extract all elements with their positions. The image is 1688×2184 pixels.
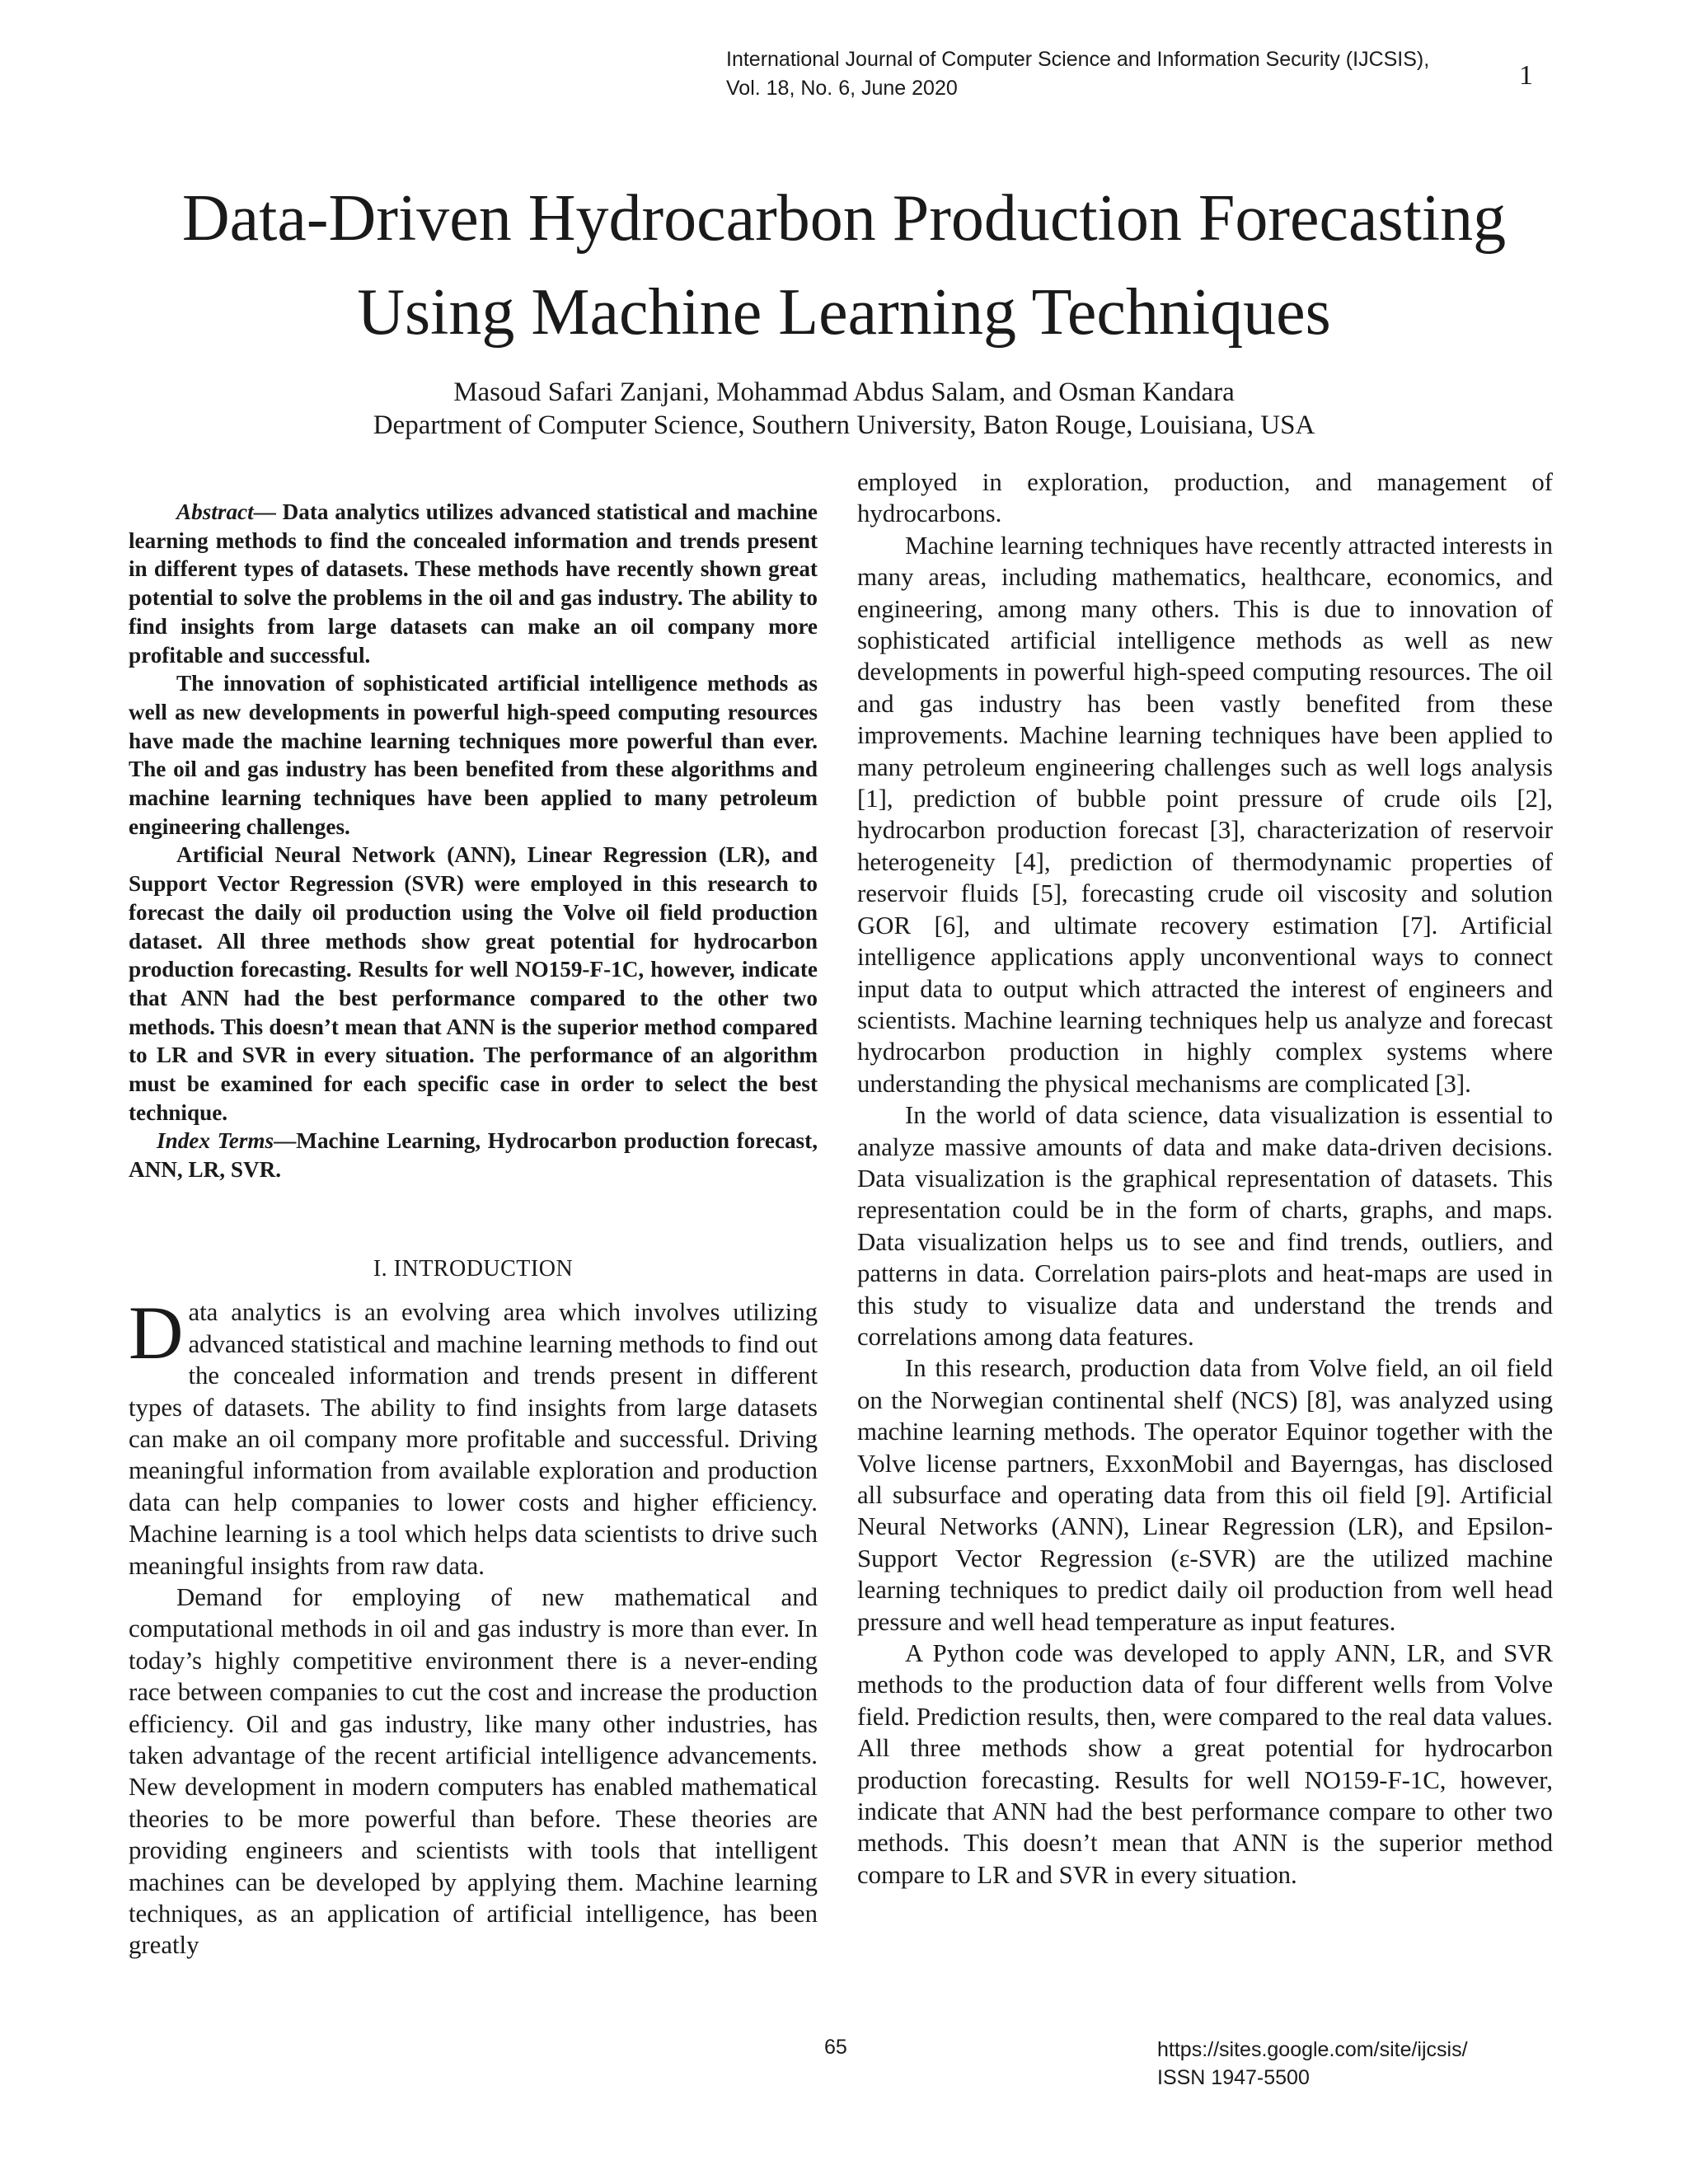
section-title-rest: NTRODUCTION (401, 1255, 574, 1282)
author-names: Masoud Safari Zanjani, Mohammad Abdus Salam, and Osman Kandara (453, 377, 1235, 407)
page-number: 1 (1519, 60, 1533, 91)
right-paragraph-1: Machine learning techniques have recently attracted interests in many areas, including mathematics, healthcare, economics, and engineering, among many others. This is due to innovation of sophisticated artificial intelligence methods as well as new developments in powerful high-speed computing resources. The oil and gas industry has been vastly benefited from these improvements. Machine learning techniques have been applied to many petroleum engineering challenges such as well logs analysis [1], prediction of bubble point pressure of crude oils [2], hydrocarbon production forecast [3], characterization of reservoir heterogeneity [4], prediction of thermodynamic properties of reservoir fluids [5], forecasting crude oil viscosity and solution GOR [6], and ultimate recovery estimation [7]. Artificial intelligence applications apply unconventional ways to connect input data to output which attracted the interest of engineers and scientists. Machine learning techniques help us analyze and forecast hydrocarbon production in highly complex systems where understanding the physical mechanisms are complicated [3]. (857, 531, 1553, 1098)
abstract-paragraph-1 (129, 498, 818, 669)
index-terms-text: —Machine Learning, Hydrocarbon production forecast, ANN, LR, SVR. (129, 1128, 818, 1183)
abstract-paragraph-3: Artificial Neural Network (ANN), Linear Regression (LR), and Support Vector Regression (SVR) were employed in this research to forecast the daily oil production using the Volve oil field production dataset. All three methods show great potential for hydrocarbon production forecasting. Results for well NO159-F-1C, however, indicate that ANN had the best performance compared to the other two methods. This doesn’t mean that ANN is the superior method compared to LR and SVR in every situation. The performance of an algorithm must be examined for each specific case in order to select the best technique. (129, 842, 818, 1125)
intro-paragraph-1 (129, 1291, 818, 1582)
abstract-label: Abstract (176, 499, 254, 524)
footer-info (1157, 2036, 1468, 2092)
journal-volume: Vol. 18, No. 6, June 2020 (726, 77, 958, 100)
abstract-text-1: — Data analytics utilizes advanced statistical and machine learning methods to find the concealed information and trends present in different types of datasets. These methods have recently shown great potential to solve the problems in the oil and gas industry. The ability to find insights from large datasets can make an oil company more profitable and successful. (129, 499, 818, 668)
right-paragraph-0: employed in exploration, production, and management of hydrocarbons. (857, 468, 1553, 528)
intro-text-1: ata analytics is an evolving area which involves utilizing advanced statistical and machine learning methods to find out the concealed information and trends present in different types of datasets. The ability to find insights from large datasets can make an oil company more profitable and successful. Driving meaningful information from available exploration and production data can help companies to lower costs and higher efficiency. Machine learning is a tool which helps data scientists to drive such meaningful insights from raw data. (129, 1298, 818, 1580)
abstract (129, 498, 818, 1184)
section-title (394, 1256, 574, 1282)
right-paragraph-4: A Python code was developed to apply ANN, LR, and SVR methods to the production data of four different wells from Volve field. Prediction results, then, were compared to the real data values. All three methods show a great potential for hydrocarbon production forecasting. Results for well NO159-F-1C, however, indicate that ANN had the best performance compare to other two methods. This doesn’t mean that ANN is the superior method compare to LR and SVR in every situation. (857, 1639, 1553, 1889)
right-paragraph-2: In the world of data science, data visualization is essential to analyze massive amounts of data and make data-driven decisions. Data visualization is the graphical representation of datasets. This representation could be in the form of charts, graphs, and maps. Data visualization helps us to see and find trends, outliers, and patterns in data. Correlation pairs-plots and heat-maps are used in this study to visualize data and understand the trends and correlations among data features. (857, 1101, 1553, 1351)
left-column (129, 498, 818, 1961)
author-affiliation: Department of Computer Science, Southern University, Baton Rouge, Louisiana, USA (373, 410, 1315, 440)
index-terms-label: Index Terms (157, 1128, 274, 1154)
abstract-paragraph-2: The innovation of sophisticated artificial intelligence methods as well as new developments in powerful high-speed computing resources have made the machine learning techniques more powerful than ever. The oil and gas industry has been benefited from these algorithms and machine learning techniques have been applied to many petroleum engineering challenges. (129, 671, 818, 839)
section-heading-introduction (129, 1254, 818, 1285)
paper-title (102, 171, 1586, 359)
title-line-1: Data-Driven Hydrocarbon Production Forecasting (181, 182, 1507, 255)
section-number: I. (373, 1255, 394, 1282)
footer-issn: ISSN 1947-5500 (1157, 2066, 1310, 2089)
footer-url[interactable]: https://sites.google.com/site/ijcsis/ (1157, 2038, 1468, 2061)
title-line-2: Using Machine Learning Techniques (357, 276, 1331, 349)
journal-name: International Journal of Computer Science and Information Security (IJCSIS), (726, 48, 1430, 71)
journal-header (726, 45, 1501, 103)
index-terms (129, 1127, 818, 1183)
section-title-initial: I (393, 1255, 402, 1282)
intro-paragraph-2: Demand for employing of new mathematical and computational methods in oil and gas industry is more than ever. In today’s highly competitive environment there is a never-ending race between companies to cut the cost and increase the production efficiency. Oil and gas industry, like many other industries, has taken advantage of the recent artificial intelligence advancements. New development in modern computers has enabled mathematical theories to be more powerful than before. These theories are providing engineers and scientists with tools that intelligent machines can be developed by applying them. Machine learning techniques, as an application of artificial intelligence, has been greatly (129, 1582, 818, 1960)
right-paragraph-3: In this research, production data from Volve field, an oil field on the Norwegian continental shelf (NCS) [8], was analyzed using machine learning methods. The operator Equinor together with the Volve license partners, ExxonMobil and Bayerngas, has disclosed all subsurface and operating data from this oil field [9]. Artificial Neural Networks (ANN), Linear Regression (LR), and Epsilon-Support Vector Regression (ε-SVR) are the utilized machine learning techniques to predict daily oil production from well head pressure and well head temperature as input features. (857, 1354, 1553, 1636)
right-column (857, 466, 1553, 1891)
footer-page-number: 65 (824, 2036, 847, 2059)
drop-cap: D (129, 1291, 184, 1376)
author-block (102, 376, 1586, 442)
